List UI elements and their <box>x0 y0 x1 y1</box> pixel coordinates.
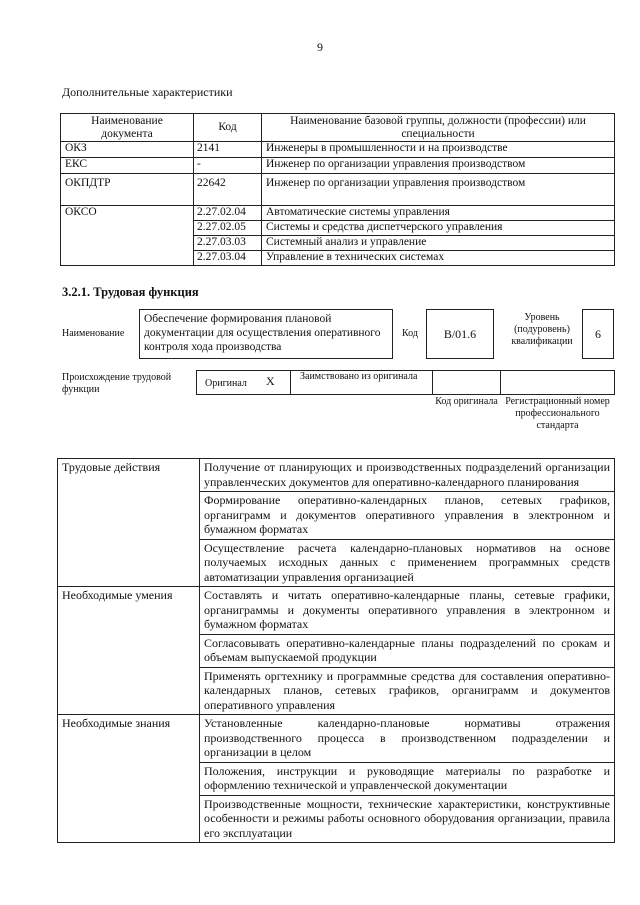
table-row <box>61 206 615 221</box>
function-heading: 3.2.1. Трудовая функция <box>62 285 199 299</box>
function-code-box: B/01.6 <box>426 309 494 359</box>
function-details-table <box>57 458 615 843</box>
original-mark: X <box>266 374 275 388</box>
detail-item: Согласовывать оперативно-календарные планы подразделений по срокам и объемам выпускаемой продукции <box>200 634 615 667</box>
detail-item: Положения, инструкции и руководящие материалы по разработке и оформлению технической и управленческой документации <box>200 762 615 795</box>
cell-code: 2.27.02.05 <box>194 221 262 236</box>
category-labor-actions: Трудовые действия <box>58 459 200 587</box>
detail-item: Производственные мощности, технические характеристики, конструктивные особенности и режимы работы основного оборудования организации, правила его эксплуатации <box>200 795 615 843</box>
section-title: Дополнительные характеристики <box>62 85 233 99</box>
cell-name: Инженер по организации управления производством <box>262 174 615 206</box>
cell-name: Инженеры в промышленности и на производстве <box>262 142 615 158</box>
category-required-knowledge: Необходимые знания <box>58 715 200 843</box>
origin-label: Происхождение трудовой функции <box>62 372 172 395</box>
code-label: Код <box>402 328 418 339</box>
additional-characteristics-table <box>60 113 615 266</box>
cell-name: Инженер по организации управления производством <box>262 158 615 174</box>
table-header-row <box>61 114 615 142</box>
function-name-box: Обеспечение формирования плановой документации для осуществления оперативного контроля хода производства <box>139 309 393 359</box>
borrowed-label: Заимствовано из оригинала <box>300 371 418 382</box>
cell-name: Системы и средства диспетчерского управления <box>262 221 615 236</box>
table-row <box>58 715 615 763</box>
cell-code: 2141 <box>194 142 262 158</box>
cell-document: ОКЗ <box>61 142 194 158</box>
detail-item: Осуществление расчета календарно-плановых нормативов на основе получаемых исходных данных с применением программных средств автоматизации управления организацией <box>200 539 615 587</box>
cell-name: Автоматические системы управления <box>262 206 615 221</box>
level-label: Уровень (подуровень) квалификации <box>511 312 573 347</box>
table-row <box>61 142 615 158</box>
detail-item: Получение от планирующих и производственных подразделений организации управленческих документов для оперативно-календарного планирования <box>200 459 615 492</box>
registration-number-caption: Регистрационный номер профессионального стандарта <box>505 396 610 431</box>
cell-code: 2.27.03.04 <box>194 251 262 266</box>
level-box: 6 <box>582 309 614 359</box>
cell-name: Управление в технических системах <box>262 251 615 266</box>
name-label: Наименование <box>62 328 125 339</box>
page-number: 9 <box>317 40 323 54</box>
original-code-cell <box>432 370 501 395</box>
cell-code: 2.27.02.04 <box>194 206 262 221</box>
detail-item: Составлять и читать оперативно-календарные планы, сетевые графики, органиграммы и документы оперативного управления в электронном и бумажном форматах <box>200 587 615 635</box>
table-row <box>61 158 615 174</box>
header-code: Код <box>194 114 262 142</box>
cell-name: Системный анализ и управление <box>262 236 615 251</box>
category-required-skills: Необходимые умения <box>58 587 200 715</box>
table-row <box>61 174 615 206</box>
cell-code: 22642 <box>194 174 262 206</box>
registration-number-cell <box>500 370 615 395</box>
header-name: Наименование базовой группы, должности (профессии) или специальности <box>262 114 615 142</box>
detail-item: Формирование оперативно-календарных планов, сетевых графиков, органиграмм и документов оперативного управления в электронном и бумажном форматах <box>200 492 615 540</box>
original-label: Оригинал <box>205 378 247 389</box>
cell-code: - <box>194 158 262 174</box>
table-row <box>58 587 615 635</box>
cell-code: 2.27.03.03 <box>194 236 262 251</box>
cell-document: ОКПДТР <box>61 174 194 206</box>
header-document: Наименование документа <box>61 114 194 142</box>
detail-item: Установленные календарно-плановые нормативы отражения производственного процесса в производственном подразделении и организации в целом <box>200 715 615 763</box>
detail-item: Применять оргтехнику и программные средства для составления оперативно-календарных планов, сетевых графиков, органиграмм и документов оперативного управления <box>200 667 615 715</box>
cell-document: ЕКС <box>61 158 194 174</box>
table-row <box>58 459 615 492</box>
cell-document: ОКСО <box>61 206 194 266</box>
original-code-caption: Код оригинала <box>435 396 498 407</box>
